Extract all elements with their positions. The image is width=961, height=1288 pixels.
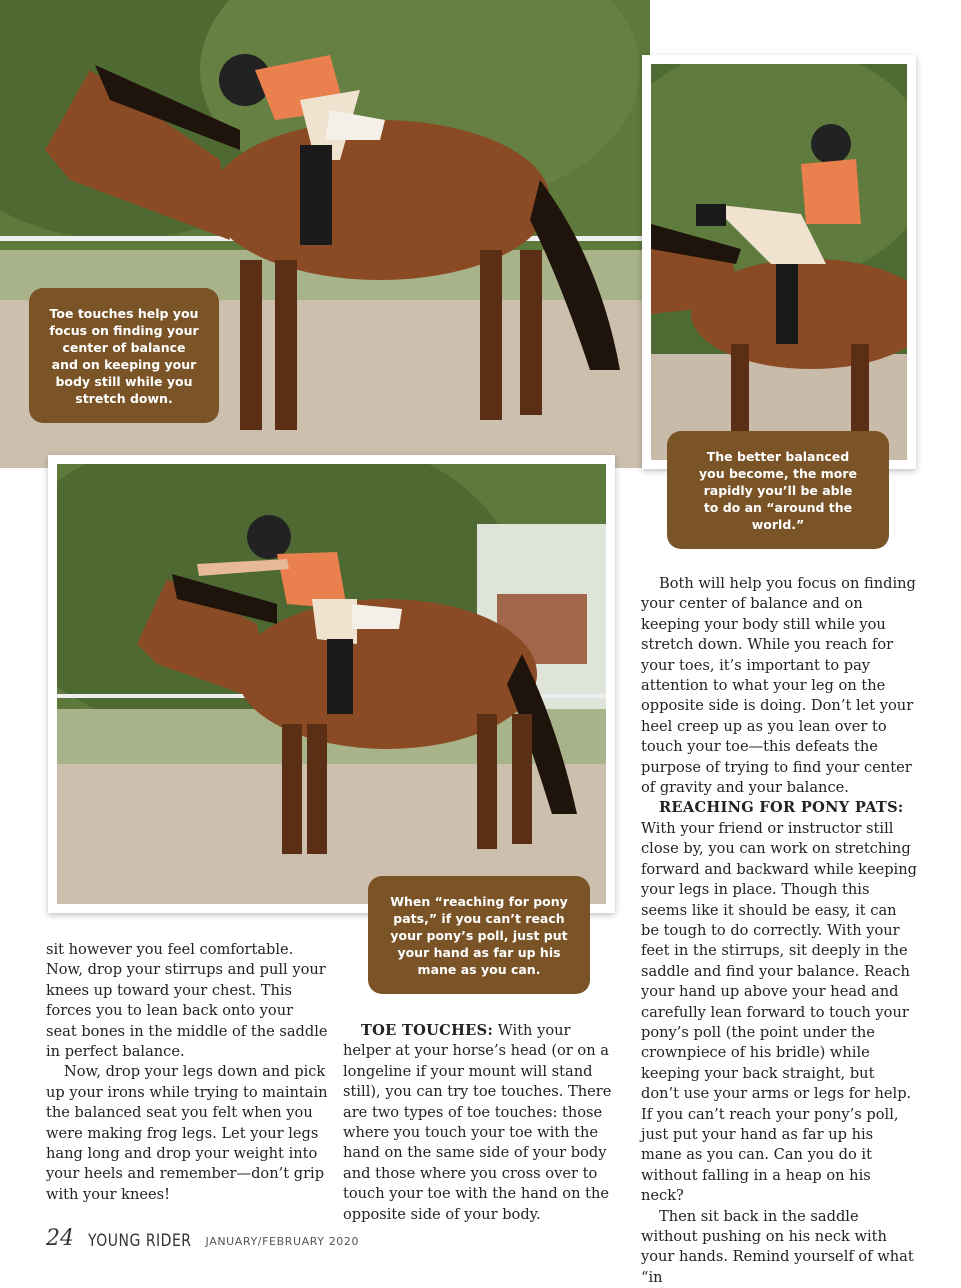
caption-toe-touches: Toe touches help you focus on finding your center of balance and on keeping your body still while you stretch down. [29, 288, 219, 423]
magazine-name: YOUNG RIDER [88, 1231, 192, 1251]
paragraph-toe-touches [343, 1021, 619, 1225]
paragraph: Both will help you focus on finding your center of balance and on keeping your body still while you stretch down. While you reach for your toes, it’s important to pay attention to what your leg on the opposite side is doing. Don’t let your heel creep up as you lean over to touch your toe—this defeats the purpose of trying to find your center of gravity and your balance. [641, 575, 916, 797]
section-heading-toe-touches: TOE TOUCHES: [361, 1022, 494, 1039]
paragraph: Now, drop your legs down and pick up your irons while trying to maintain the balanced seat you felt when you were making frog legs. Let your legs hang long and drop your weight into your heels and remember—don’t grip with your knees! [46, 1063, 328, 1203]
section-heading-pony-pats: REACHING FOR PONY PATS: [659, 799, 904, 817]
caption-pony-pats: When “reaching for pony pats,” if you can’t reach your pony’s poll, just put your hand as far up his mane as you can. [368, 876, 590, 994]
caption-around-the-world: The better balanced you become, the more rapidly you’ll be able to do an “around the world.” [667, 431, 889, 549]
page-footer [46, 1226, 359, 1256]
photo-pony-pats [48, 455, 615, 913]
paragraph: sit however you feel comfortable. Now, drop your stirrups and pull your knees up toward your chest. This forces you to lean back onto your seat bones in the middle of the saddle in perfect balance. [46, 941, 328, 1061]
column-right [641, 574, 917, 1288]
paragraph-text: With your helper at your horse’s head (or on a longeline if your mount will stand still), you can try toe touches. There are two types of toe touches: those where you touch your toe with the hand on the same side of your body and those where you cross over to touch your toe with the hand on the opposite side of your body. [343, 1022, 612, 1223]
paragraph: With your friend or instructor still close by, you can work on stretching forward and backward while keeping your legs in place. Though this seems like it should be easy, it can be tough to do correctly. With your feet in the stirrups, sit deeply in the saddle and find your balance. Reach your hand up above your head and carefully lean forward to touch your pony’s poll (the point under the crownpiece of his bridle) while keeping your back straight, but don’t use your arms or legs for help. If you can’t reach your pony’s poll, just put your hand as far up his mane as you can. Can you do it without falling in a heap on his neck? [641, 819, 917, 1205]
column-middle [343, 1021, 619, 1225]
issue-date: JANUARY/FEBRUARY 2020 [205, 1235, 360, 1248]
page-number: 24 [46, 1226, 74, 1251]
photo-around-the-world [642, 55, 916, 469]
column-left [46, 940, 328, 1205]
paragraph: Then sit back in the saddle without pushing on his neck with your hands. Remind yourself of what “in [641, 1207, 914, 1286]
